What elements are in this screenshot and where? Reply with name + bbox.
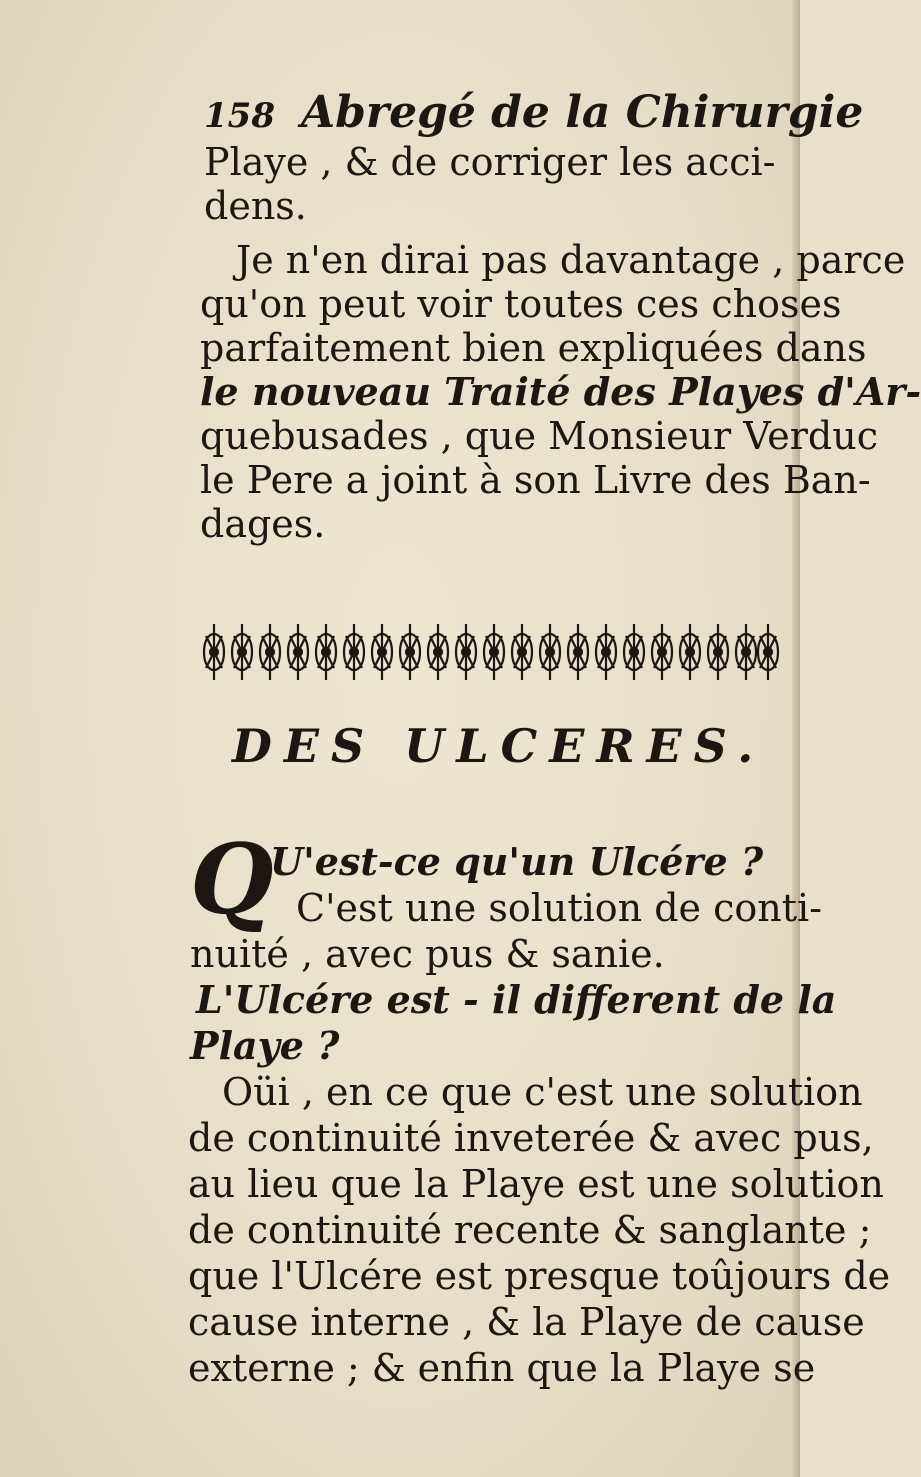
running-header	[204, 86, 864, 143]
text-line: cause interne , & la Playe de cause	[188, 1300, 865, 1344]
decorative-ornament-band	[200, 618, 780, 686]
text-line: que l'Ulcére est presque toûjours de	[188, 1254, 891, 1298]
text-line: de continuité inveterée & avec pus,	[188, 1116, 874, 1160]
question-line: L'Ulcére est - il different de la	[196, 977, 837, 1022]
text-line-italic: le nouveau Traité des Playes d'Ar-	[200, 369, 921, 414]
text-line: de continuité recente & sanglante ;	[188, 1208, 872, 1252]
text-line: le Pere a joint à son Livre des Ban-	[200, 458, 871, 502]
text-line: Oüi , en ce que c'est une solution	[222, 1070, 863, 1114]
text-line: quebusades , que Monsieur Verduc	[200, 414, 878, 458]
text-line: dens.	[204, 184, 307, 228]
text-line: externe ; & enfin que la Playe se	[188, 1346, 816, 1390]
text-line: Je n'en dirai pas davantage , parce	[236, 238, 906, 282]
text-line: nuité , avec pus & sanie.	[190, 932, 665, 976]
question-line: U'est-ce qu'un Ulcére ?	[270, 839, 764, 884]
text-line: qu'on peut voir toutes ces choses	[200, 282, 842, 326]
text-line: C'est une solution de conti-	[296, 886, 823, 930]
question-line: Playe ?	[190, 1023, 340, 1068]
text-line: Playe , & de corriger les acci-	[204, 140, 776, 184]
text-line: dages.	[200, 502, 326, 546]
text-line: parfaitement bien expliquées dans	[200, 326, 867, 370]
running-title: Abregé de la Chirurgie	[300, 87, 864, 138]
text-line: au lieu que la Playe est une solution	[188, 1162, 884, 1206]
page-number: 158	[204, 96, 275, 136]
section-title: DES ULCERES.	[232, 719, 766, 773]
drop-cap: Q	[190, 823, 274, 936]
